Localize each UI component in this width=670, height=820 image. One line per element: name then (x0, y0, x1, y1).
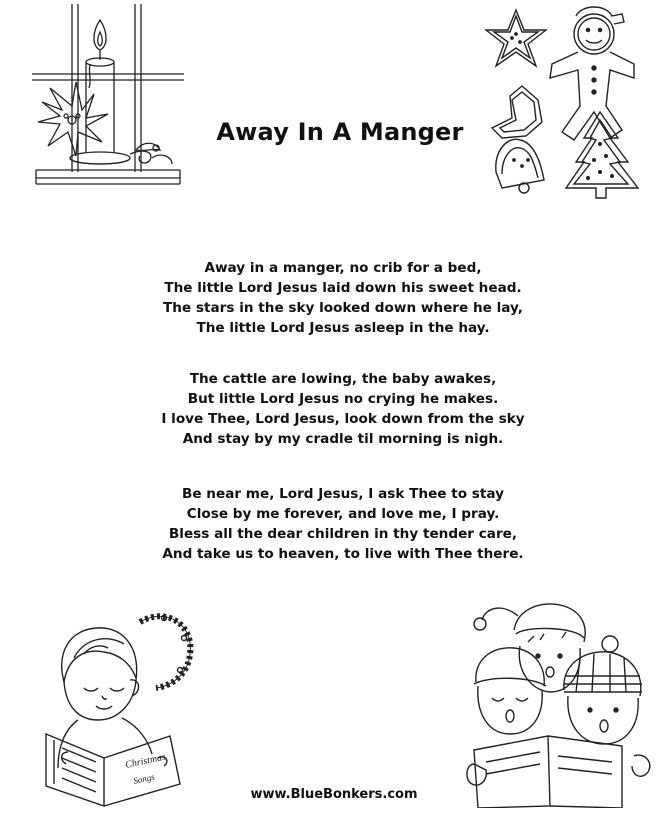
candle-window-illustration (32, 2, 184, 192)
lyric-line: The little Lord Jesus laid down his sweet head. (164, 280, 522, 296)
book-cover-subtitle: Songs (132, 771, 156, 786)
book-cover-title: Christmas (124, 751, 167, 771)
child-reading-icon (44, 608, 202, 808)
page-title: Away In A Manger (216, 118, 464, 146)
verse-3 (0, 484, 670, 564)
website-url[interactable]: www.BlueBonkers.com (250, 787, 418, 802)
cookie-cutters-illustration (482, 4, 664, 200)
verse-1 (0, 258, 670, 338)
candle-window-icon (32, 2, 184, 192)
cookie-cutters-icon (482, 4, 664, 200)
lyric-line: The cattle are lowing, the baby awakes, (189, 371, 497, 387)
lyric-line: Be near me, Lord Jesus, I ask Thee to stay (181, 486, 505, 502)
lyric-line: The stars in the sky looked down where he lay, (163, 300, 523, 316)
lyric-line: And stay by my cradle til morning is nigh. (182, 431, 504, 447)
lyric-line: Close by me forever, and love me, I pray. (186, 506, 500, 522)
lyric-line: But little Lord Jesus no crying he makes. (187, 391, 499, 407)
lyric-line: And take us to heaven, to live with Thee there. (162, 546, 524, 562)
carolers-icon (464, 586, 664, 808)
child-reading-illustration (44, 608, 202, 808)
lyric-line: The little Lord Jesus asleep in the hay. (196, 320, 490, 336)
lyric-line: Bless all the dear children in thy tender care, (168, 526, 518, 542)
lyric-line: I love Thee, Lord Jesus, look down from the sky (161, 411, 525, 427)
carolers-illustration (464, 586, 664, 808)
verse-2 (0, 369, 670, 449)
lyric-line: Away in a manger, no crib for a bed, (204, 260, 482, 276)
